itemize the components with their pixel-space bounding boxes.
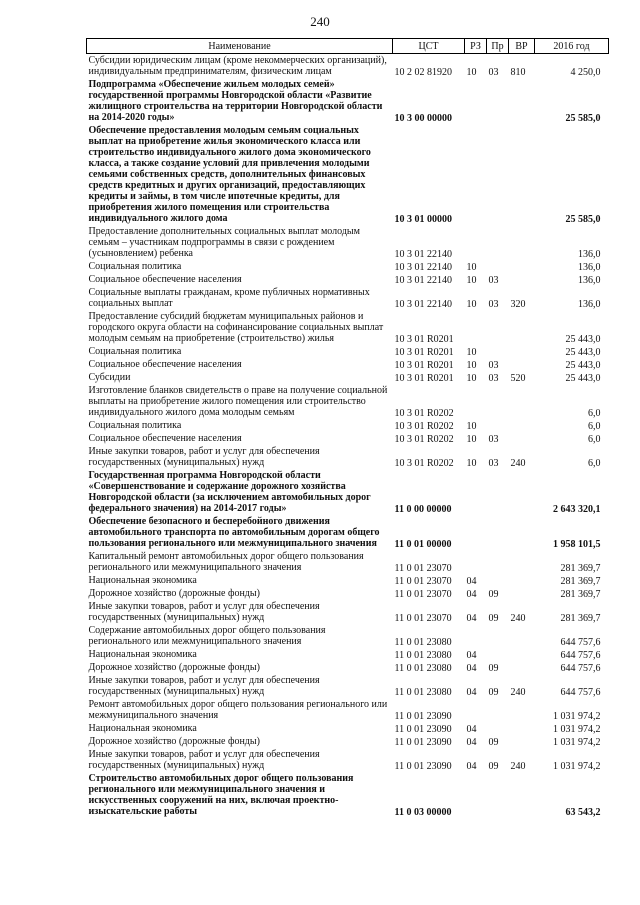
row-vr: [509, 260, 535, 273]
row-vr: [509, 574, 535, 587]
row-value: 25 585,0: [565, 214, 601, 225]
header-cst: ЦСТ: [393, 39, 465, 54]
row-value: 644 757,6: [560, 637, 601, 648]
table-row: [87, 358, 609, 371]
row-pr: 03: [488, 434, 499, 445]
row-value: 63 543,2: [565, 807, 601, 818]
row-vr: 240: [510, 761, 526, 772]
row-vr: [509, 419, 535, 432]
row-vr: [509, 661, 535, 674]
row-rz: [465, 550, 487, 574]
row-cst: 11 0 01 23080: [394, 650, 452, 661]
row-cst: 11 0 01 23070: [394, 576, 452, 587]
table-row: [87, 574, 609, 587]
row-name: Социальное обеспечение населения: [88, 433, 242, 444]
row-cst: 11 0 00 00000: [394, 504, 452, 515]
table-row: [87, 661, 609, 674]
row-cst: 10 3 01 R0201: [394, 360, 454, 371]
header-year: 2016 год: [535, 39, 609, 54]
row-name: Строительство автомобильных дорог общего пользования регионального или межмуниципального значения и искусственных сооружений на них, включая проектно-изыскательские работы: [88, 773, 354, 817]
table-row: [87, 748, 609, 772]
row-pr: 03: [488, 360, 499, 371]
row-name: Капитальный ремонт автомобильных дорог общего пользования регионального или межмуниципального значения: [88, 551, 364, 573]
row-pr: [487, 574, 509, 587]
row-value: 1 031 974,2: [553, 724, 601, 735]
row-vr: [509, 310, 535, 345]
table-row: [87, 432, 609, 445]
row-vr: [509, 550, 535, 574]
table-body: [87, 54, 609, 819]
row-name: Предоставление дополнительных социальных выплат молодым семьям – участникам подпрограммы в связи с рождением (усыновлением) ребенка: [88, 226, 360, 259]
row-value: 1 031 974,2: [553, 711, 601, 722]
row-rz: 10: [466, 67, 477, 78]
table-row: [87, 260, 609, 273]
row-cst: 10 3 01 R0201: [394, 334, 454, 345]
row-pr: 03: [488, 275, 499, 286]
row-name: Иные закупки товаров, работ и услуг для обеспечения государственных (муниципальных) нужд: [88, 446, 320, 468]
row-name: Дорожное хозяйство (дорожные фонды): [88, 588, 260, 599]
row-value: 1 031 974,2: [553, 737, 601, 748]
row-value: 25 585,0: [565, 113, 601, 124]
row-vr: [509, 515, 535, 550]
row-value: 25 443,0: [565, 373, 601, 384]
row-pr: [487, 515, 509, 550]
row-rz: [465, 78, 487, 124]
row-cst: 11 0 01 23090: [394, 761, 452, 772]
table-row: [87, 371, 609, 384]
row-value: 136,0: [578, 299, 601, 310]
row-value: 644 757,6: [560, 663, 601, 674]
row-vr: [509, 735, 535, 748]
row-vr: 810: [510, 67, 526, 78]
table-row: [87, 648, 609, 661]
row-rz: 04: [466, 663, 477, 674]
row-vr: [509, 384, 535, 419]
table-row: [87, 674, 609, 698]
row-cst: 11 0 01 23070: [394, 563, 452, 574]
row-rz: 04: [466, 761, 477, 772]
row-pr: [487, 419, 509, 432]
row-name: Обеспечение предоставления молодым семьям социальных выплат на приобретение жилья экономического класса или строительство индивидуального жилого дома экономического класса, а также создание условий для привлечения молодыми семьями собственных средств, дополнительных финансовых средств кредитных и других организаций, предоставляющих кредиты и займы, в том числе ипотечные кредиты, для приобретения жилого помещения или строительства индивидуального жилого дома: [88, 125, 371, 224]
row-cst: 11 0 01 23080: [394, 663, 452, 674]
row-rz: 04: [466, 737, 477, 748]
row-pr: [487, 384, 509, 419]
row-rz: [465, 515, 487, 550]
row-pr: [487, 225, 509, 260]
row-name: Социальная политика: [88, 420, 182, 431]
row-value: 281 369,7: [560, 589, 601, 600]
row-rz: [465, 469, 487, 515]
row-rz: 04: [466, 576, 477, 587]
row-rz: [465, 698, 487, 722]
row-cst: 11 0 01 23070: [394, 589, 452, 600]
row-vr: [509, 358, 535, 371]
row-rz: [465, 624, 487, 648]
row-vr: [509, 432, 535, 445]
row-cst: 10 3 01 R0202: [394, 458, 454, 469]
header-rz: РЗ: [465, 39, 487, 54]
row-cst: 10 3 01 00000: [394, 214, 452, 225]
row-cst: 10 3 01 R0201: [394, 373, 454, 384]
row-vr: [509, 722, 535, 735]
row-rz: 10: [466, 299, 477, 310]
row-value: 136,0: [578, 249, 601, 260]
row-name: Предоставление субсидий бюджетам муниципальных районов и городского округа области на софинансирование социальных выплат молодым семьям на приобретение (строительство) жилья: [88, 311, 384, 344]
row-pr: 03: [488, 67, 499, 78]
row-pr: [487, 698, 509, 722]
row-rz: 10: [466, 458, 477, 469]
row-vr: [509, 225, 535, 260]
row-rz: 10: [466, 360, 477, 371]
table-row: [87, 772, 609, 818]
table-row: [87, 78, 609, 124]
row-pr: [487, 469, 509, 515]
row-cst: 10 3 01 R0202: [394, 421, 454, 432]
table-row: [87, 469, 609, 515]
row-vr: 240: [510, 687, 526, 698]
row-pr: [487, 260, 509, 273]
table-row: [87, 550, 609, 574]
table-row: [87, 445, 609, 469]
row-value: 644 757,6: [560, 650, 601, 661]
row-pr: [487, 624, 509, 648]
row-cst: 11 0 03 00000: [394, 807, 452, 818]
row-rz: 10: [466, 421, 477, 432]
row-pr: [487, 78, 509, 124]
row-value: 644 757,6: [560, 687, 601, 698]
row-vr: 240: [510, 613, 526, 624]
row-value: 281 369,7: [560, 613, 601, 624]
row-pr: 09: [488, 761, 499, 772]
row-rz: 04: [466, 613, 477, 624]
row-name: Дорожное хозяйство (дорожные фонды): [88, 736, 260, 747]
row-cst: 10 3 00 00000: [394, 113, 452, 124]
row-rz: [465, 772, 487, 818]
row-name: Субсидии юридическим лицам (кроме некоммерческих организаций), индивидуальным предпринимателям, физическим лицам: [88, 55, 387, 77]
row-name: Национальная экономика: [88, 649, 197, 660]
row-pr: [487, 648, 509, 661]
table-row: [87, 698, 609, 722]
row-value: 136,0: [578, 275, 601, 286]
row-name: Содержание автомобильных дорог общего пользования регионального или межмуниципального значения: [88, 625, 326, 647]
row-value: 6,0: [588, 458, 601, 469]
row-name: Иные закупки товаров, работ и услуг для обеспечения государственных (муниципальных) нужд: [88, 601, 320, 623]
row-vr: [509, 78, 535, 124]
row-rz: 10: [466, 434, 477, 445]
table-row: [87, 722, 609, 735]
row-name: Национальная экономика: [88, 575, 197, 586]
table-row: [87, 384, 609, 419]
table-row: [87, 225, 609, 260]
row-cst: 11 0 01 23080: [394, 637, 452, 648]
row-name: Обеспечение безопасного и бесперебойного движения автомобильного транспорта по автомобильным дорогам общего пользования регионального или межмуниципального значения: [88, 516, 380, 549]
row-name: Ремонт автомобильных дорог общего пользования регионального или межмуниципального значения: [88, 699, 388, 721]
row-cst: 10 3 01 R0201: [394, 347, 454, 358]
header-name: Наименование: [87, 39, 393, 54]
row-pr: 03: [488, 299, 499, 310]
row-value: 25 443,0: [565, 347, 601, 358]
row-pr: 09: [488, 613, 499, 624]
row-cst: 10 3 01 R0202: [394, 408, 454, 419]
table-row: [87, 600, 609, 624]
row-pr: [487, 124, 509, 225]
row-value: 6,0: [588, 434, 601, 445]
row-vr: 240: [510, 458, 526, 469]
row-vr: [509, 772, 535, 818]
row-vr: [509, 345, 535, 358]
row-name: Подпрограмма «Обеспечение жильем молодых семей» государственной программы Новгородской области «Развитие жилищного строительства на территории Новгородской области на 2014-2020 годы»: [88, 79, 383, 123]
table-row: [87, 345, 609, 358]
row-value: 1 031 974,2: [553, 761, 601, 772]
row-rz: [465, 225, 487, 260]
row-cst: 11 0 01 23090: [394, 737, 452, 748]
row-value: 281 369,7: [560, 576, 601, 587]
row-pr: 09: [488, 737, 499, 748]
row-value: 6,0: [588, 408, 601, 419]
table-row: [87, 54, 609, 79]
row-value: 2 643 320,1: [553, 504, 601, 515]
row-value: 25 443,0: [565, 334, 601, 345]
row-vr: [509, 624, 535, 648]
row-cst: 11 0 01 23090: [394, 724, 452, 735]
header-pr: Пр: [487, 39, 509, 54]
row-rz: 10: [466, 275, 477, 286]
row-vr: 520: [510, 373, 526, 384]
row-rz: 04: [466, 650, 477, 661]
row-rz: 10: [466, 262, 477, 273]
table-row: [87, 310, 609, 345]
row-name: Дорожное хозяйство (дорожные фонды): [88, 662, 260, 673]
row-vr: [509, 273, 535, 286]
row-rz: 04: [466, 724, 477, 735]
row-name: Социальное обеспечение населения: [88, 359, 242, 370]
row-vr: [509, 648, 535, 661]
row-pr: [487, 772, 509, 818]
row-name: Государственная программа Новгородской области «Совершенствование и содержание дорожного хозяйства Новгородской области (за исключением автомобильных дорог федерального значения) на 2014-2017 годы»: [88, 470, 371, 514]
row-name: Иные закупки товаров, работ и услуг для обеспечения государственных (муниципальных) нужд: [88, 749, 320, 771]
row-rz: [465, 124, 487, 225]
row-name: Социальное обеспечение населения: [88, 274, 242, 285]
row-name: Социальные выплаты гражданам, кроме публичных нормативных социальных выплат: [88, 287, 370, 309]
row-value: 4 250,0: [570, 67, 601, 78]
row-value: 281 369,7: [560, 563, 601, 574]
row-pr: [487, 722, 509, 735]
row-cst: 11 0 01 23080: [394, 687, 452, 698]
row-rz: [465, 310, 487, 345]
row-cst: 10 3 01 22140: [394, 299, 452, 310]
row-cst: 10 3 01 22140: [394, 262, 452, 273]
table-row: [87, 735, 609, 748]
row-vr: [509, 124, 535, 225]
row-rz: 10: [466, 373, 477, 384]
row-value: 136,0: [578, 262, 601, 273]
row-rz: 10: [466, 347, 477, 358]
row-cst: 10 3 01 R0202: [394, 434, 454, 445]
row-vr: [509, 698, 535, 722]
table-row: [87, 419, 609, 432]
row-pr: 09: [488, 589, 499, 600]
row-value: 1 958 101,5: [553, 539, 601, 550]
row-cst: 10 3 01 22140: [394, 275, 452, 286]
budget-table: [86, 38, 609, 818]
row-pr: 03: [488, 373, 499, 384]
table-row: [87, 286, 609, 310]
row-rz: 04: [466, 589, 477, 600]
row-value: 6,0: [588, 421, 601, 432]
table-header: [87, 39, 609, 54]
row-name: Иные закупки товаров, работ и услуг для обеспечения государственных (муниципальных) нужд: [88, 675, 320, 697]
row-cst: 10 2 02 81920: [394, 67, 452, 78]
header-vr: ВР: [509, 39, 535, 54]
row-name: Социальная политика: [88, 346, 182, 357]
row-pr: 03: [488, 458, 499, 469]
table-row: [87, 124, 609, 225]
table-row: [87, 515, 609, 550]
row-pr: 09: [488, 663, 499, 674]
table-row: [87, 587, 609, 600]
row-pr: [487, 345, 509, 358]
row-vr: [509, 587, 535, 600]
table-row: [87, 624, 609, 648]
row-vr: 320: [510, 299, 526, 310]
row-name: Субсидии: [88, 372, 131, 383]
row-name: Изготовление бланков свидетельств о праве на получение социальной выплаты на приобретение жилого помещения или строительство индивидуального жилого дома молодым семьям: [88, 385, 388, 418]
row-pr: 09: [488, 687, 499, 698]
row-pr: [487, 550, 509, 574]
row-cst: 11 0 01 23090: [394, 711, 452, 722]
row-value: 25 443,0: [565, 360, 601, 371]
row-cst: 11 0 01 00000: [394, 539, 452, 550]
row-name: Национальная экономика: [88, 723, 197, 734]
row-rz: 04: [466, 687, 477, 698]
page-number: 240: [310, 14, 330, 29]
row-name: Социальная политика: [88, 261, 182, 272]
row-vr: [509, 469, 535, 515]
row-cst: 10 3 01 22140: [394, 249, 452, 260]
row-rz: [465, 384, 487, 419]
table-row: [87, 273, 609, 286]
row-cst: 11 0 01 23070: [394, 613, 452, 624]
row-pr: [487, 310, 509, 345]
